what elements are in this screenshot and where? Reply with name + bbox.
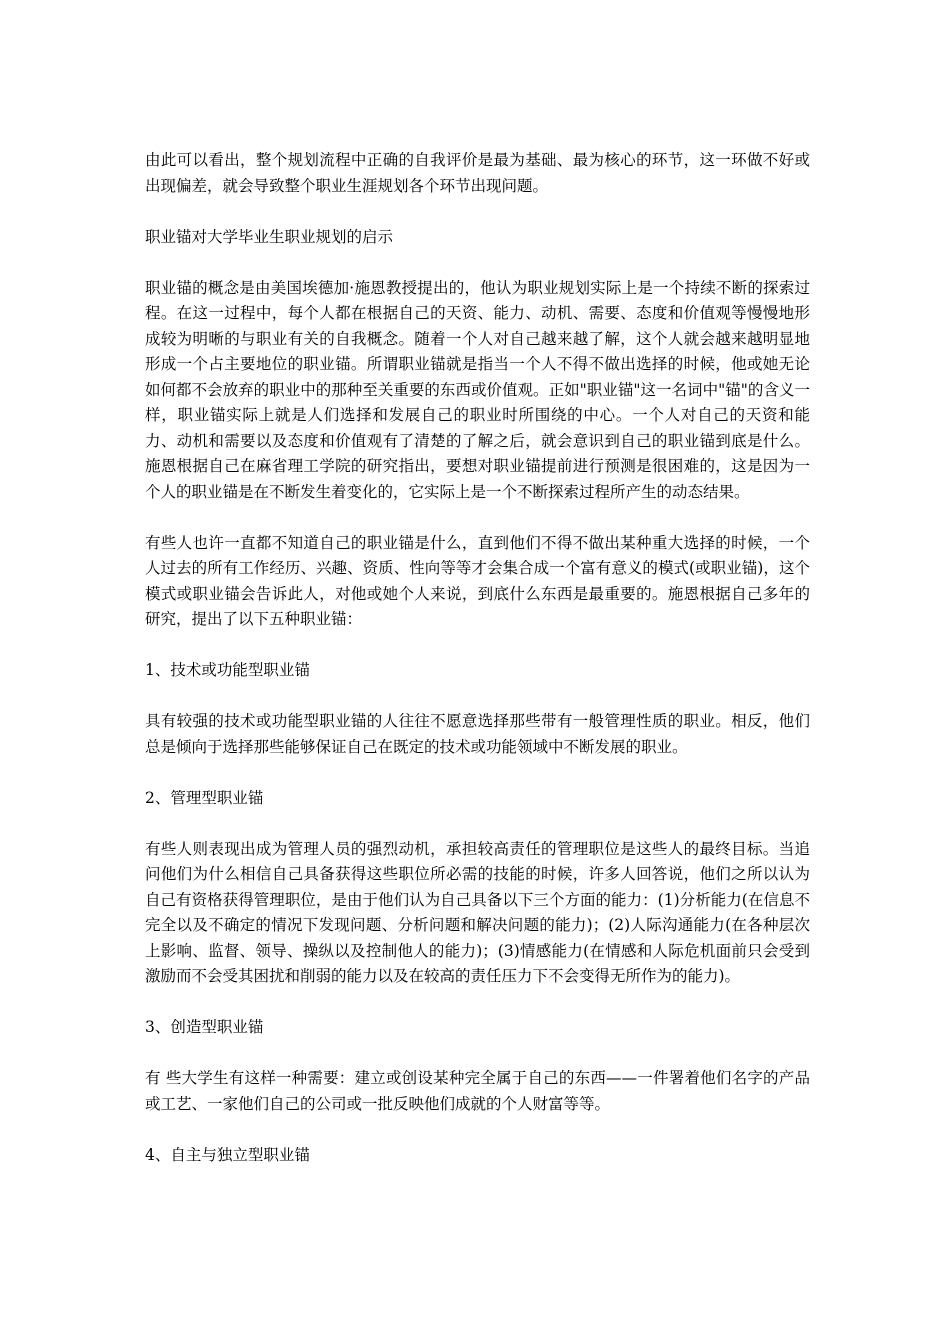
- paragraph-anchor-1: 具有较强的技术或功能型职业锚的人往往不愿意选择那些带有一般管理性质的职业。相反，他们总是倾向于选择那些能够保证自己在既定的技术或功能领域中不断发展的职业。: [145, 712, 810, 756]
- document-page: [145, 148, 810, 1194]
- paragraph-anchor-2: 有些人则表现出成为管理人员的强烈动机，承担较高责任的管理职位是这些人的最终目标。当追问他们为什么相信自己具备获得这些职位所必需的技能的时候，许多人回答说，他们之所以认为自己有资格获得管理职位，是由于他们认为自己具备以下三个方面的能力：(1)分析能力(在信息不完全以及不确定的情况下发现问题、分析问题和解决问题的能力)；(2)人际沟通能力(在各种层次上影响、监督、领导、操纵以及控制他人的能力)；(3)情感能力(在情感和人际危机面前只会受到激励而不会受其困扰和削弱的能力以及在较高的责任压力下不会变得无所作为的能力)。: [145, 839, 810, 985]
- anchor-heading-3: 3、创造型职业锚: [145, 1018, 264, 1036]
- paragraph-anchor-3: 有 些大学生有这样一种需要：建立或创设某种完全属于自己的东西——一件署着他们名字的产品或工艺、一家他们自己的公司或一批反映他们成就的个人财富等等。: [145, 1069, 810, 1113]
- anchor-heading-4: 4、自主与独立型职业锚: [145, 1145, 310, 1164]
- anchor-heading-2: 2、管理型职业锚: [145, 788, 264, 807]
- paragraph-intro: 由此可以看出，整个规划流程中正确的自我评价是最为基础、最为核心的环节，这一环做不好或出现偏差，就会导致整个职业生涯规划各个环节出现问题。: [145, 151, 810, 195]
- paragraph-five-anchors-intro: 有些人也许一直都不知道自己的职业锚是什么，直到他们不得不做出某种重大选择的时候，一个人过去的所有工作经历、兴趣、资质、性向等等才会集合成一个富有意义的模式(或职业锚)，这个模式或职业锚会告诉此人，对他或她个人来说，到底什么东西是最重要的。施恩根据自己多年的研究，提出了以下五种职业锚：: [145, 533, 810, 628]
- paragraph-career-anchor-concept: 职业锚的概念是由美国埃德加·施恩教授提出的，他认为职业规划实际上是一个持续不断的探索过程。在这一过程中，每个人都在根据自己的天资、能力、动机、需要、态度和价值观等慢慢地形成较为明晰的与职业有关的自我概念。随着一个人对自己越来越了解，这个人就会越来越明显地形成一个占主要地位的职业锚。所谓职业锚就是指当一个人不得不做出选择的时候，他或她无论如何都不会放弃的职业中的那种至关重要的东西或价值观。正如"职业锚"这一名词中"锚"的含义一样，职业锚实际上就是人们选择和发展自己的职业时所围绕的中心。一个人对自己的天资和能力、动机和需要以及态度和价值观有了清楚的了解之后，就会意识到自己的职业锚到底是什么。施恩根据自己在麻省理工学院的研究指出，要想对职业锚提前进行预测是很困难的，这是因为一个人的职业锚是在不断发生着变化的，它实际上是一个不断探索过程所产生的动态结果。: [145, 278, 810, 501]
- section-heading: 职业锚对大学毕业生职业规划的启示: [145, 227, 394, 246]
- anchor-heading-1: 1、技术或功能型职业锚: [145, 661, 310, 679]
